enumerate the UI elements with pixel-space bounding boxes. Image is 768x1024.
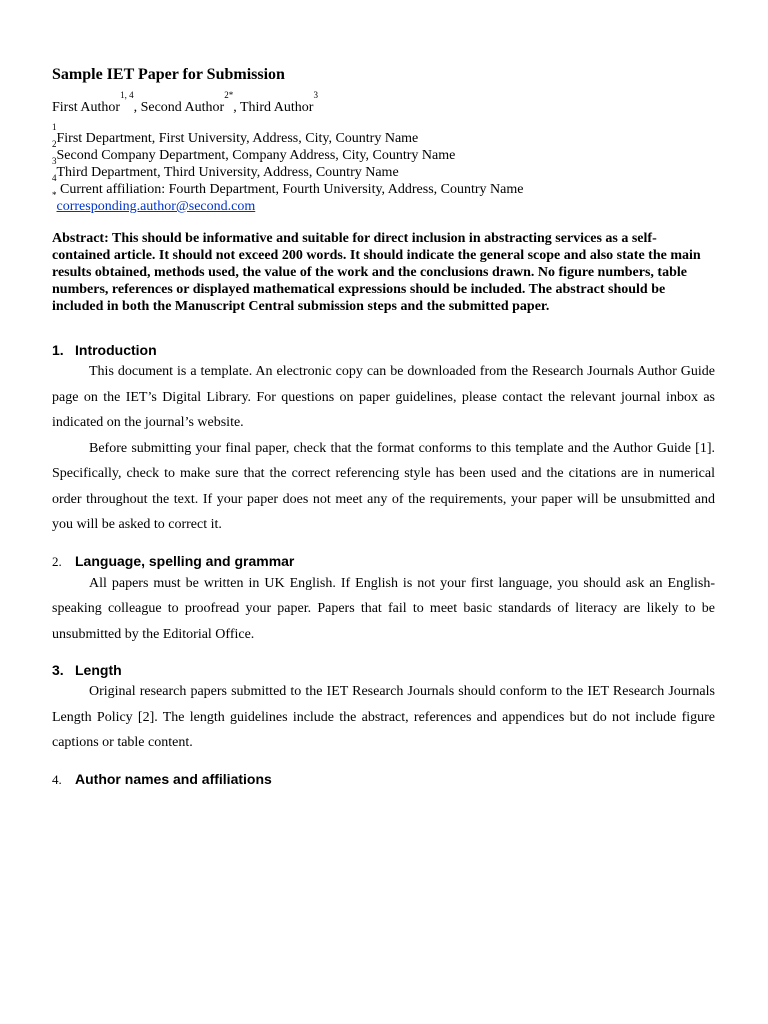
section-heading: [52, 661, 715, 679]
author-separator: ,: [133, 100, 141, 115]
affil-marker: 2: [52, 139, 57, 149]
section-heading: [52, 770, 715, 789]
affiliation-text: Second Company Department, Company Address, City, Country Name: [56, 148, 456, 163]
section-heading: [52, 341, 715, 359]
paragraph: This document is a template. An electronic copy can be downloaded from the Research Journals Author Guide page on the IET’s Digital Library. For questions on paper guidelines, please contact the relevant journal inbox as indicated on the journal’s website.: [52, 364, 715, 430]
section-authors: [52, 770, 715, 789]
section-number: 3.: [52, 662, 64, 678]
affiliation-text: Third Department, Third University, Address, Country Name: [56, 165, 399, 180]
section-heading: [52, 552, 715, 571]
abstract: Abstract: This should be informative and suitable for direct inclusion in abstracting services as a self-contained article. It should not exceed 200 words. It should indicate the general scope and also state the main results obtained, methods used, the value of the work and the conclusions drawn. No figure numbers, table numbers, references or displayed mathematical expressions should be included. The abstract should be included in both the Manuscript Central submission steps and the submitted paper.: [52, 231, 701, 314]
section-title: Introduction: [75, 342, 157, 358]
section-title: Author names and affiliations: [75, 770, 272, 787]
author-separator: ,: [233, 100, 240, 115]
section-language: [52, 552, 715, 648]
affil-marker: 4: [52, 173, 57, 183]
paragraph: Original research papers submitted to the IET Research Journals should conform to the IET Research Journals Length Policy [2]. The length guidelines include the abstract, references and appendices but do not include figure captions or table content.: [52, 684, 715, 750]
corresponding-marker: *: [52, 190, 57, 200]
author-affil-marker: 1, 4: [120, 90, 134, 100]
section-number: 4.: [52, 771, 62, 787]
section-number: 2.: [52, 553, 62, 569]
paragraph: All papers must be written in UK English. If English is not your first language, you should ask an English-speaking colleague to proofread your paper. Papers that fail to meet basic standards of literacy are likely to be unsubmitted by the Editorial Office.: [52, 575, 715, 642]
section-title: Length: [75, 662, 122, 678]
paragraph: Before submitting your final paper, check that the format conforms to this template and the Author Guide [1]. Specifically, check to make sure that the correct referencing style has been used and the citations are in numerical order throughout the text. If your paper does not meet any of the requirements, your paper will be unsubmitted and you will be asked to correct it.: [52, 440, 715, 532]
corresponding-author: [52, 190, 715, 215]
author-affil-marker: 3: [313, 90, 318, 100]
author-name: First Author: [52, 100, 121, 115]
author: [52, 90, 141, 115]
affiliation-text: Current affiliation: Fourth Department, Fourth University, Address, Country Name: [60, 182, 524, 197]
affiliation-item: [52, 139, 715, 164]
paper-title: Sample IET Paper for Submission: [52, 66, 285, 83]
corresponding-email-link[interactable]: corresponding.author@second.com: [56, 199, 256, 214]
author: [140, 90, 240, 115]
section-title: Language, spelling and grammar: [75, 552, 295, 569]
section-introduction: [52, 341, 715, 538]
section-number: 1.: [52, 342, 64, 358]
affil-marker: 1: [52, 122, 57, 132]
affiliation-item: [52, 173, 715, 198]
author-name: Third Author: [239, 100, 314, 115]
affiliation-text: First Department, First University, Address, City, Country Name: [56, 131, 419, 146]
author: [239, 90, 318, 115]
section-length: [52, 661, 715, 756]
affiliation-item: [52, 156, 715, 181]
author-name: Second Author: [140, 100, 225, 115]
affil-marker: 3: [52, 156, 57, 166]
affiliation-list: [52, 122, 715, 215]
author-list: [52, 90, 715, 118]
author-affil-marker: 2*: [224, 90, 234, 100]
affiliation-item: [52, 122, 715, 147]
